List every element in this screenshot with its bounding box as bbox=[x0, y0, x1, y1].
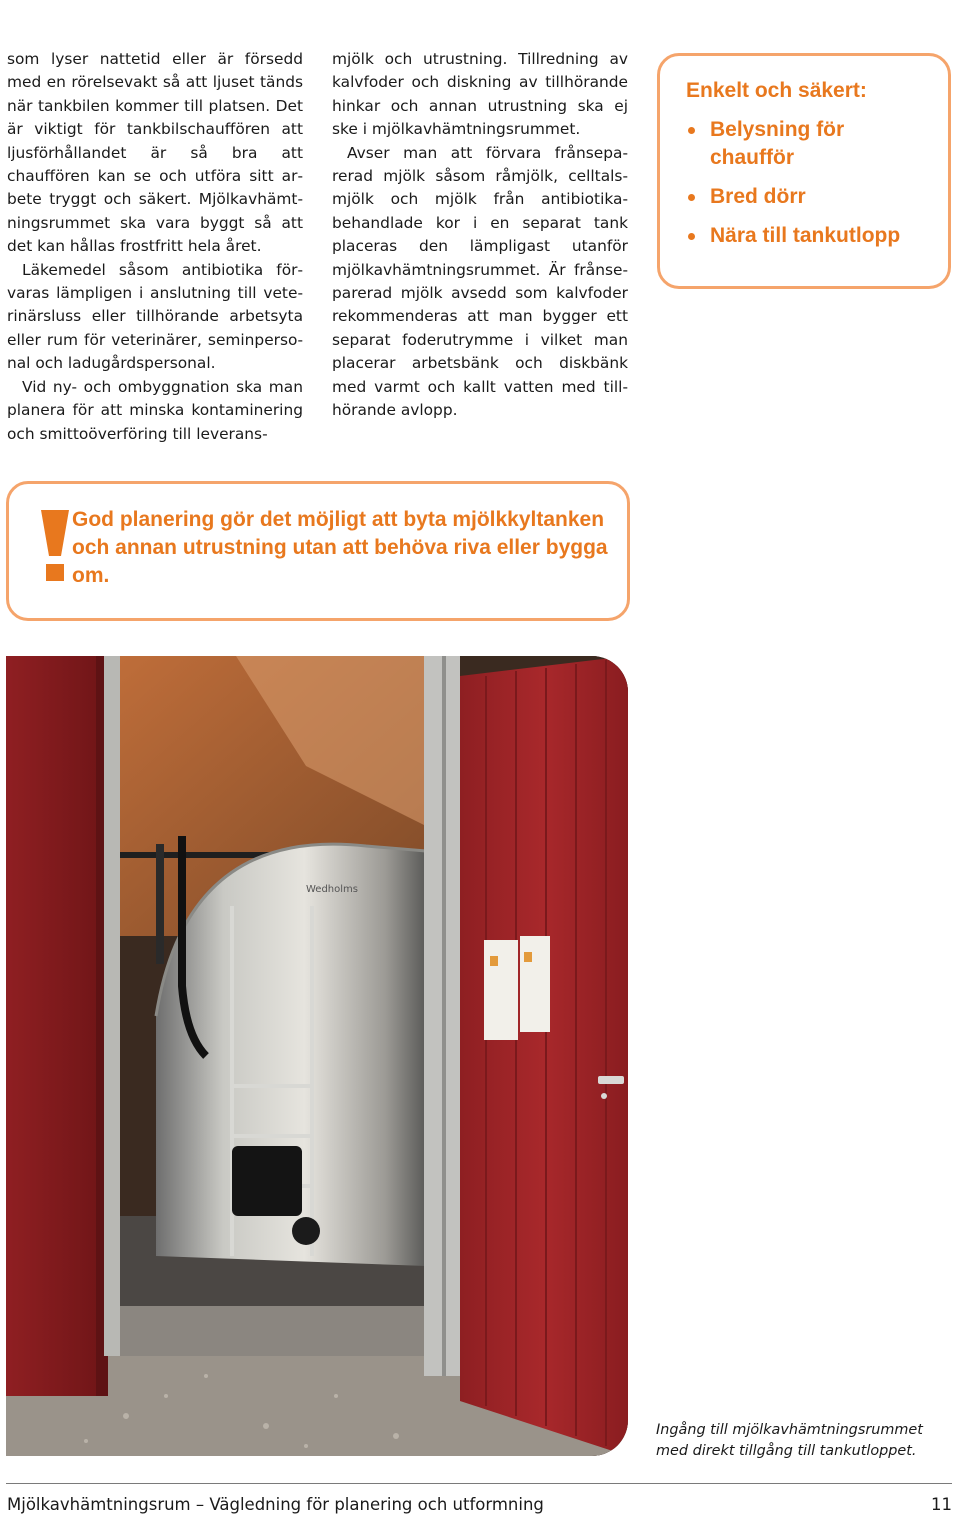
footer-title: Mjölkavhämtningsrum – Vägledning för planering och utformning bbox=[7, 1495, 544, 1514]
tip-item-label: Nära till tankutlopp bbox=[710, 224, 901, 247]
page-number: 11 bbox=[931, 1495, 952, 1514]
body-text-column-2 bbox=[332, 48, 628, 423]
paragraph: mjölk och utrustning. Tillredning av kalvfoder och diskning av tillhörande hinkar och annan utrustning ska ej ske i mjölkavhämtningsrummet. bbox=[332, 50, 628, 139]
milk-room-entrance-illustration bbox=[6, 656, 628, 1456]
entrance-photo bbox=[6, 656, 628, 1456]
body-text-column-1 bbox=[7, 48, 303, 446]
paragraph: Avser man att förvara frånseparerad mjölk såsom råmjölk, celltalsmjölk och mjölk från antibiotikabehandlade kor i en separat tank placeras den lämpligast utanför mjölkavhämtningsrummet. Är frånseparerad mjölk avsedd som kalvfoder rekommenderas att man bygger ett separat foderutrymme i vilket man placerar arbetsbänk och diskbänk med varmt och kallt vatten med tillhörande avlopp. bbox=[332, 143, 628, 420]
photo-caption bbox=[656, 1420, 946, 1462]
caption-line: Ingång till mjölkavhämtningsrummet bbox=[656, 1422, 923, 1438]
tip-item-label: Belysning för chaufför bbox=[710, 118, 845, 169]
paragraph: Vid ny- och ombyggnation ska man planera för att minska kontaminering och smittoöverföring till leverans- bbox=[7, 377, 303, 443]
caption-line: med direkt tillgång till tankutloppet. bbox=[656, 1443, 917, 1459]
tip-list-item bbox=[686, 222, 934, 250]
tip-box bbox=[657, 53, 951, 289]
tip-list-item bbox=[686, 116, 934, 172]
tip-box-title: Enkelt och säkert: bbox=[686, 79, 867, 102]
tank-brand-label: Wedholms bbox=[306, 884, 358, 895]
tip-list bbox=[686, 116, 934, 250]
tip-list-item bbox=[686, 183, 934, 211]
bullet-icon bbox=[688, 127, 695, 134]
footer-divider bbox=[6, 1483, 952, 1484]
note-box bbox=[6, 481, 630, 621]
paragraph: som lyser nattetid eller är försedd med en rörelsevakt så att ljuset tänds när tankbilen kommer till platsen. Det är viktigt för tankbilschauffören att ljusförhållandet är så bra att chauffören kan se och utföra sitt arbete tryggt och säkert. Mjölkavhämtningsrummet ska vara byggt så att det kan hållas frostfritt hela året. bbox=[7, 50, 303, 256]
bullet-icon bbox=[688, 194, 695, 201]
tip-item-label: Bred dörr bbox=[710, 185, 806, 208]
note-text: God planering gör det möjligt att byta mjölkkyltanken och annan utrustning utan att behöva riva eller bygga om. bbox=[72, 508, 608, 587]
bullet-icon bbox=[688, 233, 695, 240]
exclamation-icon bbox=[39, 510, 71, 582]
paragraph: Läkemedel såsom antibiotika förvaras lämpligen i anslutning till veterinärsluss eller tillhörande arbetsyta eller rum för veterinärer, seminpersonal och ladugårdspersonal. bbox=[7, 260, 303, 373]
